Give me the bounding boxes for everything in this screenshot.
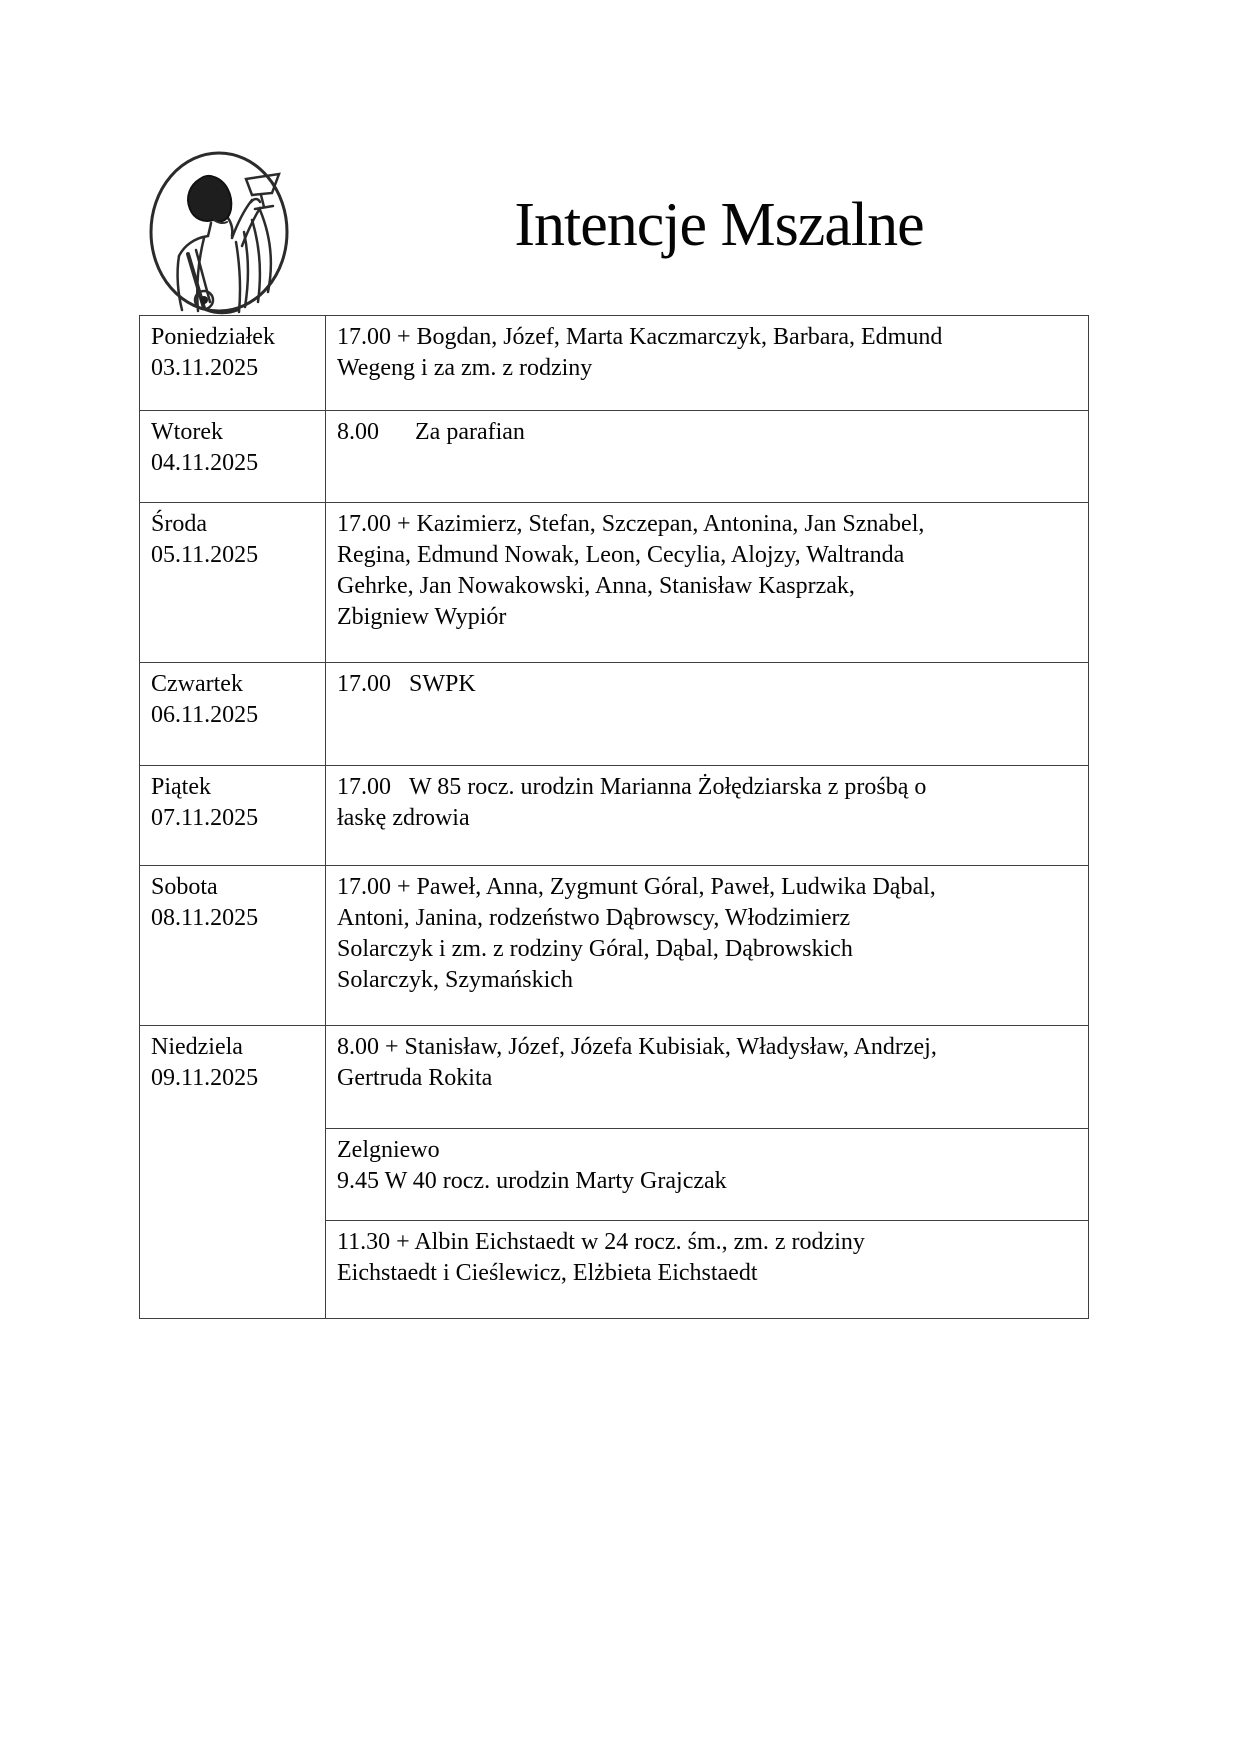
day-date: 05.11.2025 <box>151 542 259 568</box>
intention-cell <box>326 1221 1089 1319</box>
day-date: 07.11.2025 <box>151 805 259 831</box>
day-cell <box>140 766 326 866</box>
table-row-friday <box>140 766 1089 866</box>
day-name: Czwartek <box>151 671 243 697</box>
intention-text: 8.00 + Stanisław, Józef, Józefa Kubisiak, Władysław, Andrzej, Gertruda Rokita <box>337 1034 937 1091</box>
day-cell <box>140 503 326 663</box>
day-name: Poniedziałek <box>151 324 275 350</box>
day-name: Piątek <box>151 774 211 800</box>
intention-cell <box>326 766 1089 866</box>
intention-text: 17.00 SWPK <box>337 671 476 697</box>
table-row-saturday <box>140 866 1089 1026</box>
intention-text: 11.30 + Albin Eichstaedt w 24 rocz. śm., zm. z rodziny Eichstaedt i Cieślewicz, Elżbieta Eichstaedt <box>337 1229 865 1286</box>
page-title: Intencje Mszalne <box>514 191 924 259</box>
day-cell <box>140 411 326 503</box>
intention-cell <box>326 316 1089 411</box>
day-name: Niedziela <box>151 1034 243 1060</box>
intention-cell <box>326 411 1089 503</box>
table-row-tuesday <box>140 411 1089 503</box>
intention-cell <box>326 1026 1089 1129</box>
day-date: 04.11.2025 <box>151 450 259 476</box>
day-cell <box>140 1026 326 1319</box>
intention-cell <box>326 663 1089 766</box>
day-name: Sobota <box>151 874 218 900</box>
intention-text: 17.00 + Bogdan, Józef, Marta Kaczmarczyk, Barbara, Edmund Wegeng i za zm. z rodziny <box>337 324 943 381</box>
day-date: 03.11.2025 <box>151 355 259 381</box>
intention-cell <box>326 503 1089 663</box>
table-row-wednesday <box>140 503 1089 663</box>
intention-text: 17.00 + Paweł, Anna, Zygmunt Góral, Paweł, Ludwika Dąbal, Antoni, Janina, rodzeństwo Dąbrowscy, Włodzimierz Solarczyk i zm. z rodziny Góral, Dąbal, Dąbrowskich Solarczyk, Szymańskich <box>337 874 936 993</box>
day-cell <box>140 866 326 1026</box>
day-cell <box>140 316 326 411</box>
day-cell <box>140 663 326 766</box>
intention-text: 17.00 W 85 rocz. urodzin Marianna Żołędziarska z prośbą o łaskę zdrowia <box>337 774 927 831</box>
intention-text: 17.00 + Kazimierz, Stefan, Szczepan, Antonina, Jan Sznabel, Regina, Edmund Nowak, Leon, Cecylia, Alojzy, Waltranda Gehrke, Jan Nowakowski, Anna, Stanisław Kasprzak, Zbigniew Wypiór <box>337 511 925 630</box>
day-date: 06.11.2025 <box>151 702 259 728</box>
day-date: 08.11.2025 <box>151 905 259 931</box>
day-date: 09.11.2025 <box>151 1065 259 1091</box>
intention-cell <box>326 1129 1089 1221</box>
priest-chalice-logo <box>148 150 293 315</box>
day-name: Środa <box>151 511 207 537</box>
day-name: Wtorek <box>151 419 223 445</box>
mass-intentions-table <box>139 315 1089 1319</box>
table-row-sunday <box>140 1026 1089 1129</box>
intention-text: Zelgniewo 9.45 W 40 rocz. urodzin Marty Grajczak <box>337 1137 727 1194</box>
table-row-thursday <box>140 663 1089 766</box>
intention-cell <box>326 866 1089 1026</box>
intention-text: 8.00 Za parafian <box>337 419 525 445</box>
table-row-monday <box>140 316 1089 411</box>
